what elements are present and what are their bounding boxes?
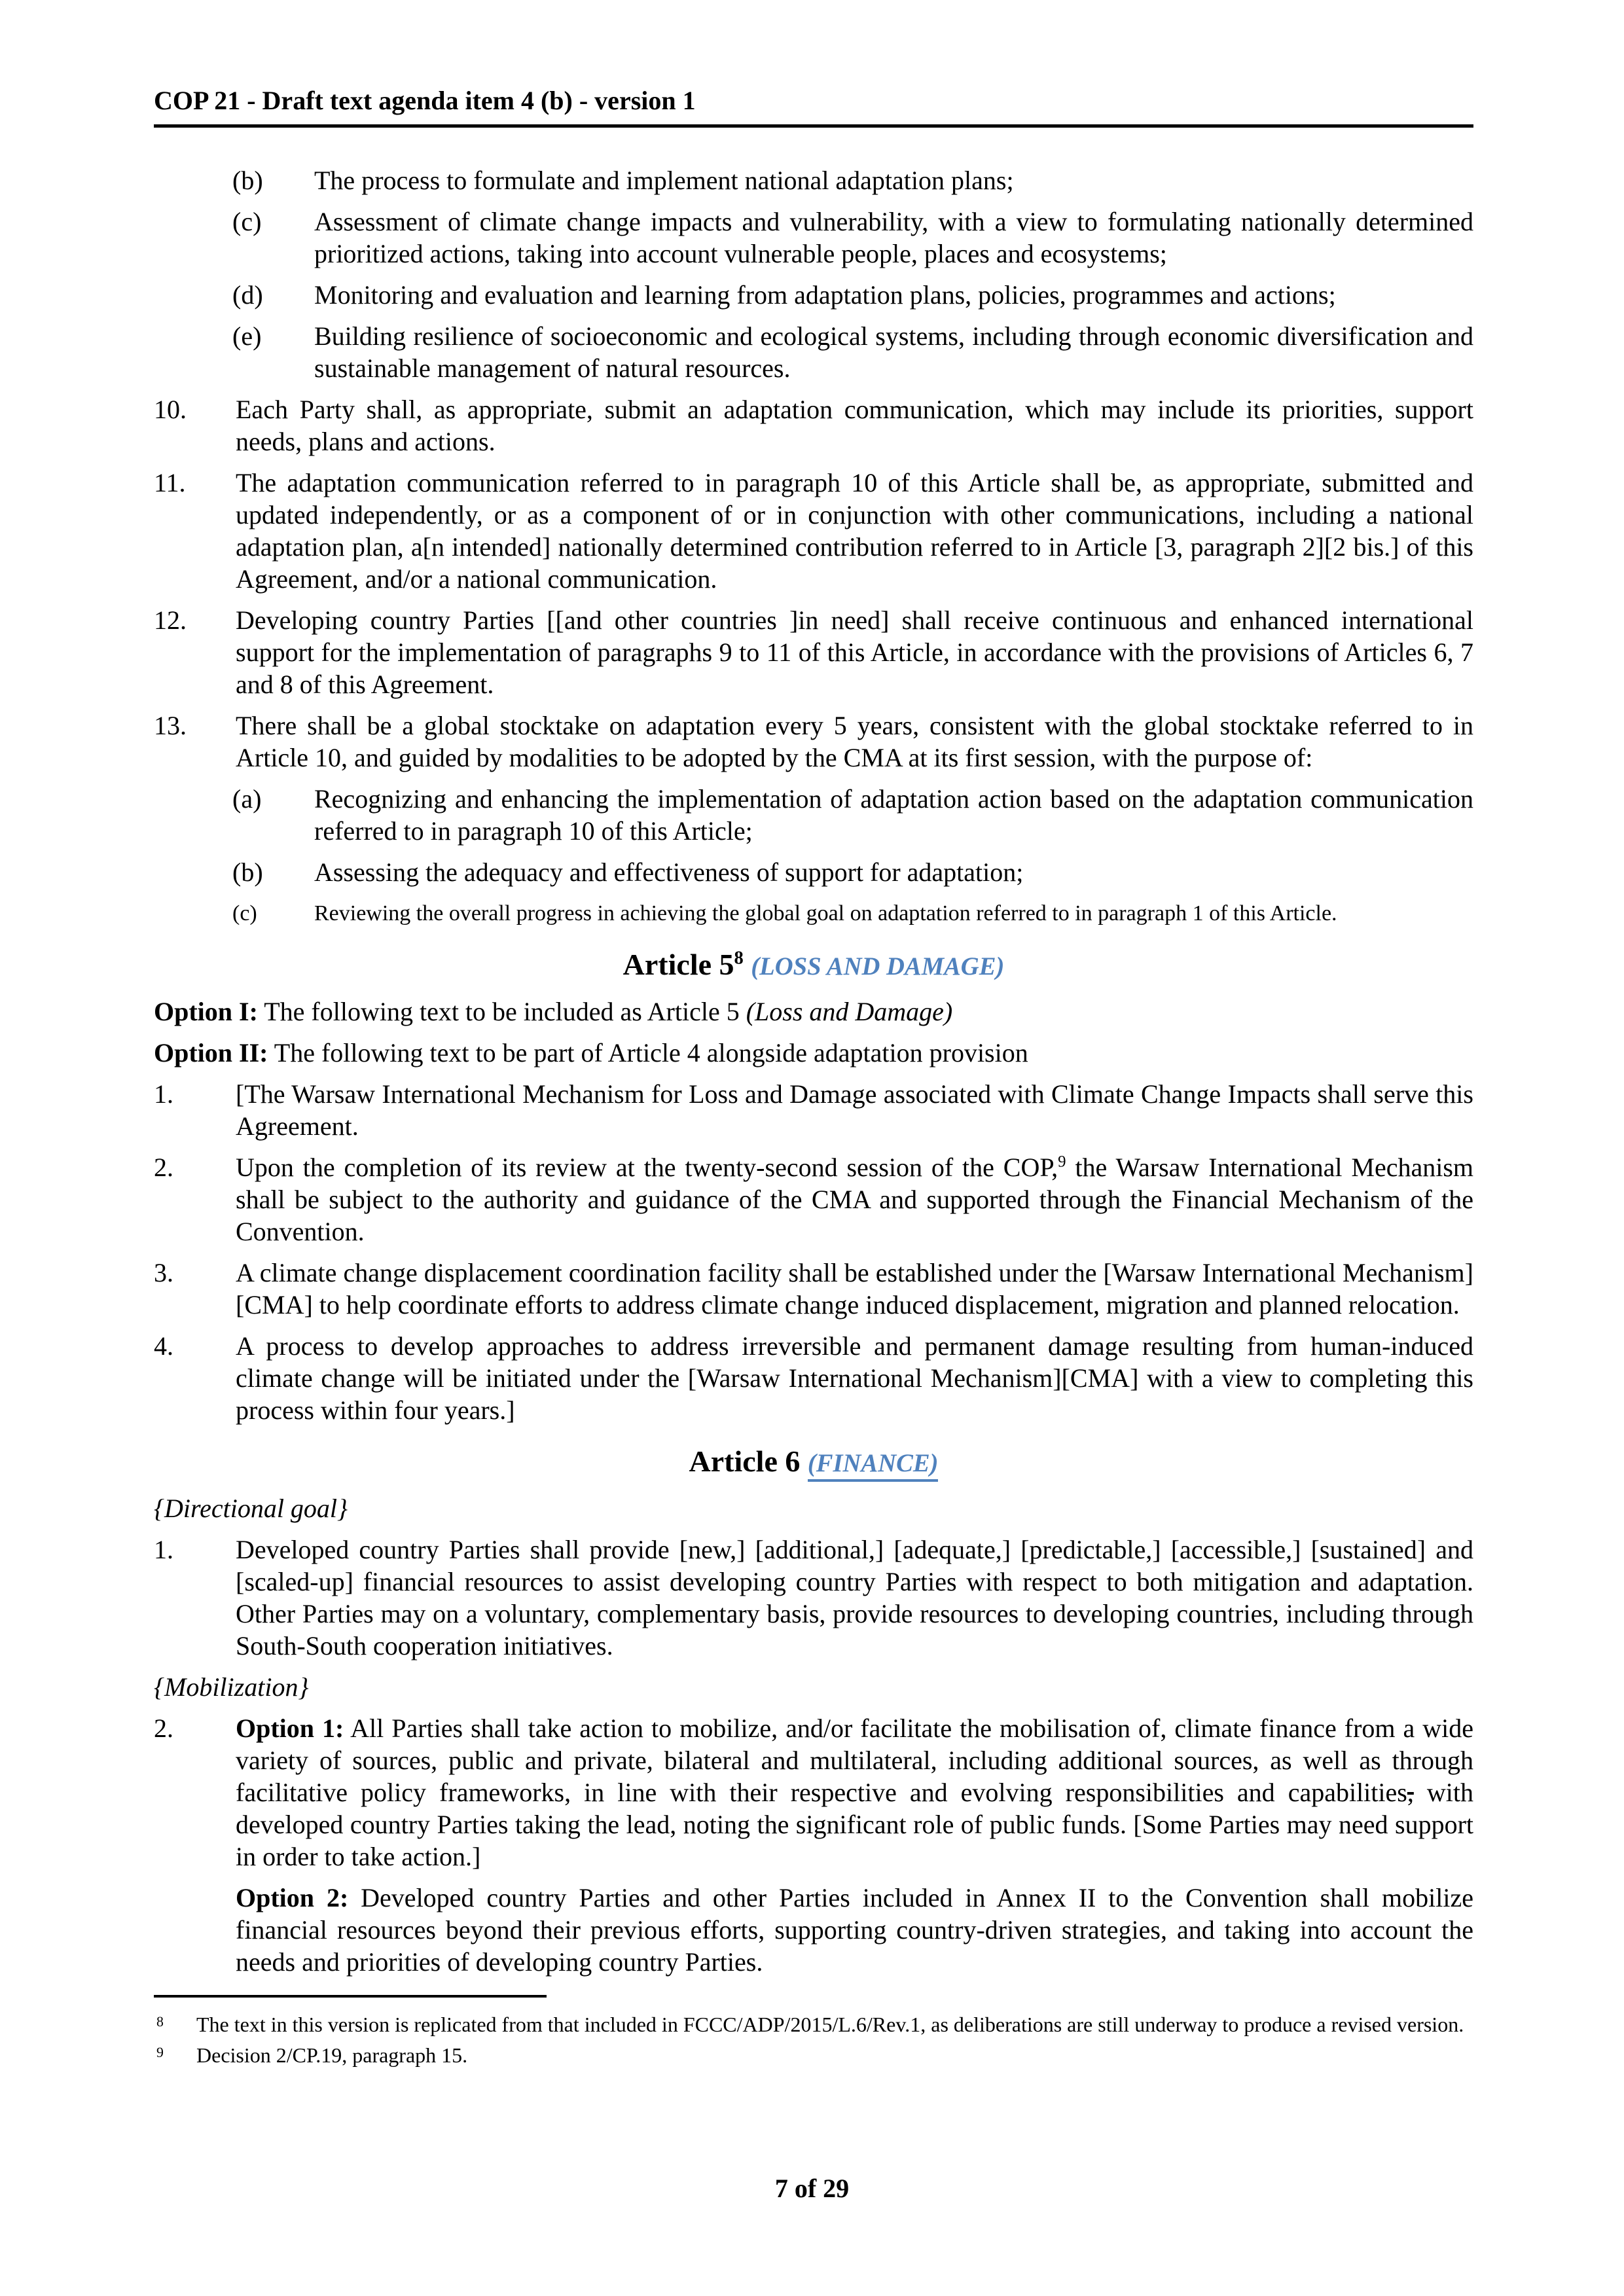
text-run: Building resilience of socioeconomic and ecological systems, including through economic diversification and sustainable management of natural resources. [314, 321, 1473, 383]
list-marker: (c) [232, 207, 262, 236]
list-item [154, 1330, 1473, 1426]
text-run: A process to develop approaches to address irreversible and permanent damage resulting from human-induced climate change will be initiated under the [Warsaw International Mechanism][CMA] with a view to completing this process within four years.] [236, 1331, 1473, 1425]
list-item [154, 856, 1473, 888]
list-item [154, 897, 1473, 929]
text-run: Developed country Parties and other Parties included in Annex II to the Convention shall mobilize financial resources beyond their previous efforts, supporting country-driven strategies, and taking into account the needs and priorities of developing country Parties. [236, 1883, 1473, 1977]
document-header [0, 0, 1624, 128]
list-item [154, 709, 1473, 774]
footnote-area [154, 1995, 1473, 2072]
list-item [154, 1078, 1473, 1142]
text-run: the Warsaw International Mechanism shall be subject to the authority and guidance of the CMA and supported through the Financial Mechanism of the Convention. [236, 1153, 1473, 1246]
text-run: [The Warsaw International Mechanism for Loss and Damage associated with Climate Change Impacts shall serve this Agreement. [236, 1079, 1473, 1141]
text-run: Reviewing the overall progress in achieving the global goal on adaptation referred to in paragraph 1 of this Article. [314, 901, 1337, 925]
section-heading [154, 1443, 1473, 1482]
document-body [154, 164, 1473, 1978]
list-marker: 3. [154, 1258, 173, 1287]
text-run: Article 5 [623, 948, 734, 981]
header-rule [154, 124, 1473, 128]
list-item [154, 1534, 1473, 1662]
text-run [800, 1444, 808, 1478]
text-run [744, 948, 751, 981]
footnote [154, 2011, 1473, 2039]
list-item [154, 164, 1473, 196]
list-item [154, 1257, 1473, 1321]
list-marker: 10. [154, 395, 187, 424]
text-run: Each Party shall, as appropriate, submit an adaptation communication, which may include its priorities, support needs, plans and actions. [236, 395, 1473, 456]
text-run: (LOSS AND DAMAGE) [751, 953, 1005, 980]
text-run: Assessment of climate change impacts and vulnerability, with a view to formulating nationally determined prioritized actions, taking into account vulnerable people, places and ecosystems; [314, 207, 1473, 268]
text-run: The adaptation communication referred to in paragraph 10 of this Article shall be, as appropriate, submitted and updated independently, or as a component of or in conjunction with other communications, including a national adaptation plan, a[n intended] nationally determined contribution referred to in Article [3, paragraph 2][2 bis.] of this Agreement, and/or a national communication. [236, 468, 1473, 594]
text-run: Option 2: [236, 1883, 349, 1912]
list-item [154, 1151, 1473, 1247]
text-run: There shall be a global stocktake on adaptation every 5 years, consistent with the global stocktake referred to in Article 10, and guided by modalities to be adopted by the CMA at its first session, with the purpose of: [236, 711, 1473, 772]
text-run: The process to formulate and implement national adaptation plans; [314, 166, 1014, 195]
section-heading [154, 946, 1473, 985]
list-marker: 2. [154, 1153, 173, 1182]
paragraph [154, 996, 1473, 1028]
list-marker: 13. [154, 711, 187, 740]
text-run: 9 [1058, 1153, 1066, 1171]
paragraph [154, 1037, 1473, 1069]
footnote-list [154, 2011, 1473, 2070]
list-item [154, 1712, 1473, 1873]
list-marker: 2. [154, 1713, 173, 1743]
list-marker: 4. [154, 1331, 173, 1361]
text-run: The following text to be part of Article 4 alongside adaptation provision [268, 1038, 1028, 1067]
text-run: A climate change displacement coordination facility shall be established under the [Warsaw International Mechanism][CMA] to help coordinate efforts to address climate change induced displacement, migration and planned relocation. [236, 1258, 1473, 1319]
list-item [154, 393, 1473, 457]
text-run: Monitoring and evaluation and learning from adaptation plans, policies, programmes and actions; [314, 280, 1336, 310]
list-marker: (c) [232, 901, 257, 925]
text-run: Developing country Parties [[and other countries ]in need] shall receive continuous and enhanced international support for the implementation of paragraphs 9 to 11 of this Article, in accordance with the provisions of Articles 6, 7 and 8 of this Agreement. [236, 605, 1473, 699]
text-run: The following text to be included as Article 5 [257, 997, 746, 1026]
footnote-marker: 8 [156, 2014, 164, 2030]
text-run: , [1407, 1778, 1414, 1807]
list-item [154, 604, 1473, 700]
text-run: All Parties shall take action to mobilize, and/or facilitate the mobilisation of, climate finance from a wide variety of sources, public and private, bilateral and multilateral, including additional sources, as well as through facilitative policy frameworks, in line with their respective and evolving responsibilities and capabilities [236, 1713, 1473, 1807]
list-marker: 1. [154, 1535, 173, 1564]
text-run: Option 1: [236, 1713, 344, 1743]
list-item [154, 279, 1473, 311]
list-item [154, 1882, 1473, 1978]
text-run: Option I: [154, 997, 258, 1026]
text-run: {Directional goal} [154, 1494, 348, 1523]
list-marker: (d) [232, 280, 263, 310]
paragraph [154, 1492, 1473, 1524]
list-marker: 1. [154, 1079, 173, 1109]
text-run: The text in this version is replicated from that included in FCCC/ADP/2015/L.6/Rev.1, as deliberations are still underway to produce a revised version. [196, 2013, 1464, 2036]
text-run: Developed country Parties shall provide [new,] [additional,] [adequate,] [predictable,] [accessible,] [sustained] and [scaled-up] financial resources to assist developing country Parties with respect to both mitigation and adaptation. Other Parties may on a voluntary, complementary basis, provide resources to developing countries, including through South-South cooperation initiatives. [236, 1535, 1473, 1660]
list-marker: (e) [232, 321, 262, 351]
text-run: 8 [734, 948, 744, 969]
text-run: with developed country Parties taking the lead, noting the significant role of public funds. [Some Parties may need support in order to take action.] [236, 1778, 1473, 1871]
footnote-separator [154, 1995, 547, 1998]
footnote-marker: 9 [156, 2045, 164, 2060]
text-run: Option II: [154, 1038, 268, 1067]
footnote [154, 2041, 1473, 2070]
list-marker: 11. [154, 468, 186, 497]
text-run: Article 6 [689, 1444, 801, 1478]
finance-section-link[interactable]: (FINANCE) [808, 1450, 939, 1482]
list-item [154, 783, 1473, 847]
paragraph [154, 1671, 1473, 1703]
text-run: Recognizing and enhancing the implementation of adaptation action based on the adaptation communication referred to in paragraph 10 of this Article; [314, 784, 1473, 846]
header-title: COP 21 - Draft text agenda item 4 (b) - version 1 [154, 86, 696, 115]
list-marker: 12. [154, 605, 187, 635]
page-number: 7 of 29 [774, 2174, 850, 2203]
text-run: Decision 2/CP.19, paragraph 15. [196, 2043, 468, 2067]
list-marker: (a) [232, 784, 262, 814]
text-run: Assessing the adequacy and effectiveness of support for adaptation; [314, 857, 1024, 887]
list-marker: (b) [232, 857, 263, 887]
list-item [154, 320, 1473, 384]
text-run: (Loss and Damage) [746, 997, 953, 1026]
list-item [154, 467, 1473, 595]
list-item [154, 206, 1473, 270]
text-run: {Mobilization} [154, 1672, 309, 1702]
text-run: Upon the completion of its review at the twenty-second session of the COP, [236, 1153, 1058, 1182]
list-marker: (b) [232, 166, 263, 195]
